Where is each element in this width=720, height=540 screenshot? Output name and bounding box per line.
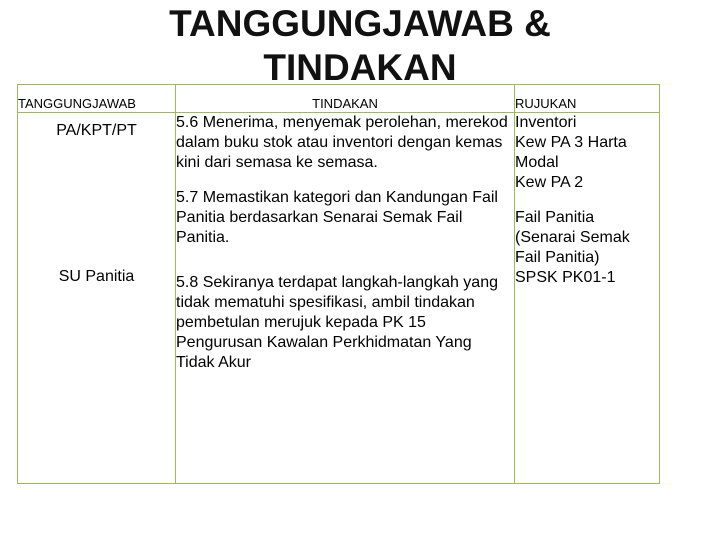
ref-kew-pa-3: Kew PA 3 Harta Modal (515, 134, 627, 171)
ref-spsk-pk01-1: SPSK PK01-1 (515, 269, 616, 286)
slide-title-line-2: TINDAKAN (263, 47, 457, 88)
header-rujukan: RUJUKAN (515, 85, 660, 113)
ref-inventori: Inventori (515, 114, 577, 131)
slide-title (100, 2, 620, 90)
responsibility-table (17, 84, 660, 484)
action-5-6: 5.6 Menerima, menyemak perolehan, merekod dalam buku stok atau inventori dengan kemas kini dari semasa ke semasa. (176, 114, 508, 171)
slide-title-line-1: TANGGUNGJAWAB & (169, 3, 551, 44)
references-cell (515, 113, 660, 484)
action-5-8: 5.8 Sekiranya terdapat langkah-langkah yang tidak mematuhi spesifikasi, ambil tindakan pembetulan merujuk kepada PK 15 Pengurusan Kawalan Perkhidmatan Yang Tidak Akur (176, 274, 498, 371)
role-pa-kpt-pt: PA/KPT/PT (56, 122, 137, 139)
table-row (18, 113, 660, 484)
roles-cell (18, 113, 176, 484)
ref-kew-pa-2: Kew PA 2 (515, 174, 584, 191)
header-tanggungjawab: TANGGUNGJAWAB (18, 85, 176, 113)
action-5-7: 5.7 Memastikan kategori dan Kandungan Fail Panitia berdasarkan Senarai Semak Fail Panitia. (176, 189, 498, 246)
ref-senarai-semak: (Senarai Semak Fail Panitia) (515, 229, 630, 266)
actions-cell (176, 113, 515, 484)
role-su-panitia: SU Panitia (58, 268, 135, 285)
ref-fail-panitia: Fail Panitia (515, 209, 595, 226)
header-tindakan: TINDAKAN (176, 85, 515, 113)
